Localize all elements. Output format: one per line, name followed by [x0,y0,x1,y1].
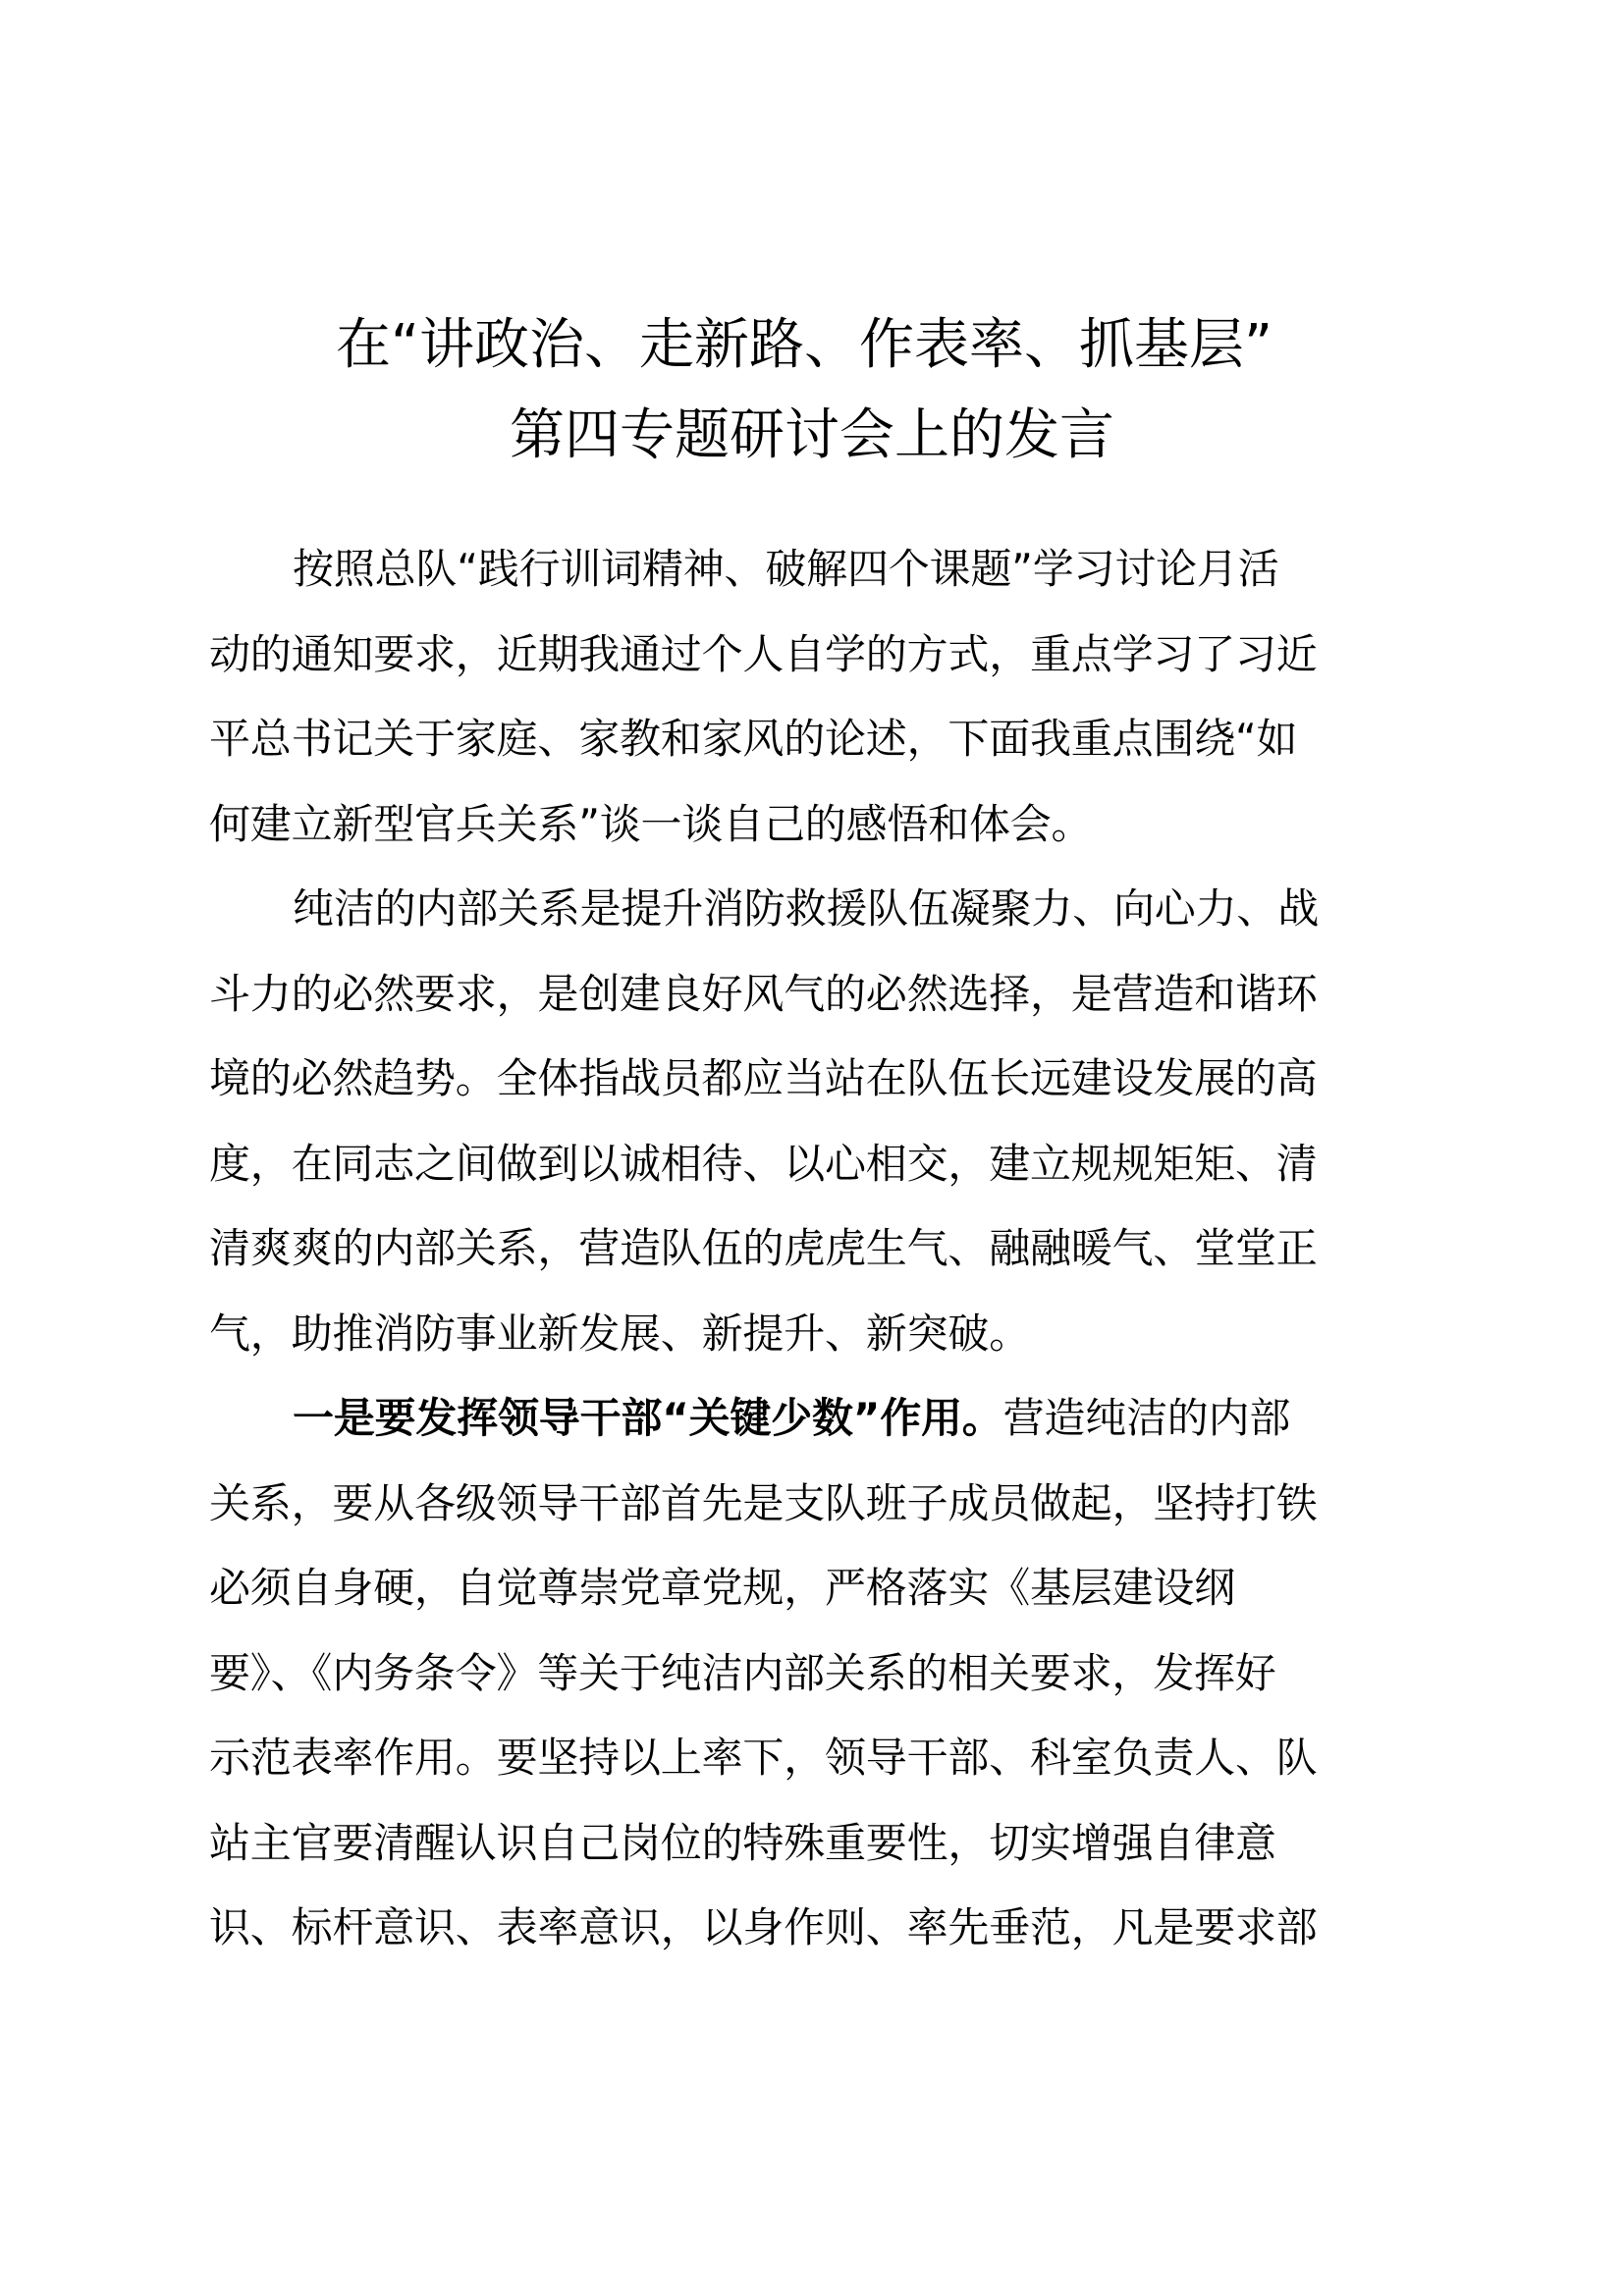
paragraph-line: 气，助推消防事业新发展、新提升、新突破。 [209,1308,1031,1358]
paragraph-text: 营造纯洁的内部 [1002,1394,1291,1442]
paragraph-line: 斗力的必然要求，是创建良好风气的必然选择，是营造和谐环 [209,969,1318,1018]
paragraph-line: 清爽爽的内部关系，营造队伍的虎虎生气、融融暖气、堂堂正 [209,1224,1318,1272]
title-line-2: 第四专题研讨会上的发言 [510,403,1114,467]
paragraph-line: 示范表率作用。要坚持以上率下，领导干部、科室负责人、队 [209,1734,1318,1782]
paragraph-line: 关系，要从各级领导干部首先是支队班子成员做起，坚持打铁 [209,1478,1318,1527]
title-line-1: 在“讲政治、走新路、作表率、抓基层” [335,313,1273,377]
paragraph-line: 识、标杆意识、表率意识，以身作则、率先垂范，凡是要求部 [209,1903,1318,1951]
document-title [0,300,1624,481]
paragraph-line: 按照总队“践行训词精神、破解四个课题”学习讨论月活 [293,545,1279,593]
paragraph-line: 要》、《内务条令》等关于纯洁内部关系的相关要求，发挥好 [209,1648,1276,1697]
paragraph-line: 必须自身硬，自觉尊崇党章党规，严格落实《基层建设纲 [209,1564,1236,1612]
section-heading: 一是要发挥领导干部“关键少数”作用。 [293,1394,1003,1442]
paragraph-first-line [209,1376,1419,1462]
paragraph-1 [209,527,1419,867]
paragraph-2 [209,867,1419,1376]
document-body [209,527,1419,1971]
paragraph-line: 何建立新型官兵关系”谈一谈自己的感悟和体会。 [209,799,1093,848]
paragraph-line: 度，在同志之间做到以诚相待、以心相交，建立规规矩矩、清 [209,1139,1318,1188]
paragraph-line: 境的必然趋势。全体指战员都应当站在队伍长远建设发展的高 [209,1054,1318,1102]
paragraph-line: 动的通知要求，近期我通过个人自学的方式，重点学习了习近 [209,629,1318,678]
paragraph-line: 平总书记关于家庭、家教和家风的论述，下面我重点围绕“如 [209,715,1298,763]
paragraph-line: 站主官要清醒认识自己岗位的特殊重要性，切实增强自律意 [209,1818,1276,1867]
paragraph-3 [209,1376,1419,1971]
paragraph-line: 纯洁的内部关系是提升消防救援队伍凝聚力、向心力、战 [293,884,1320,933]
